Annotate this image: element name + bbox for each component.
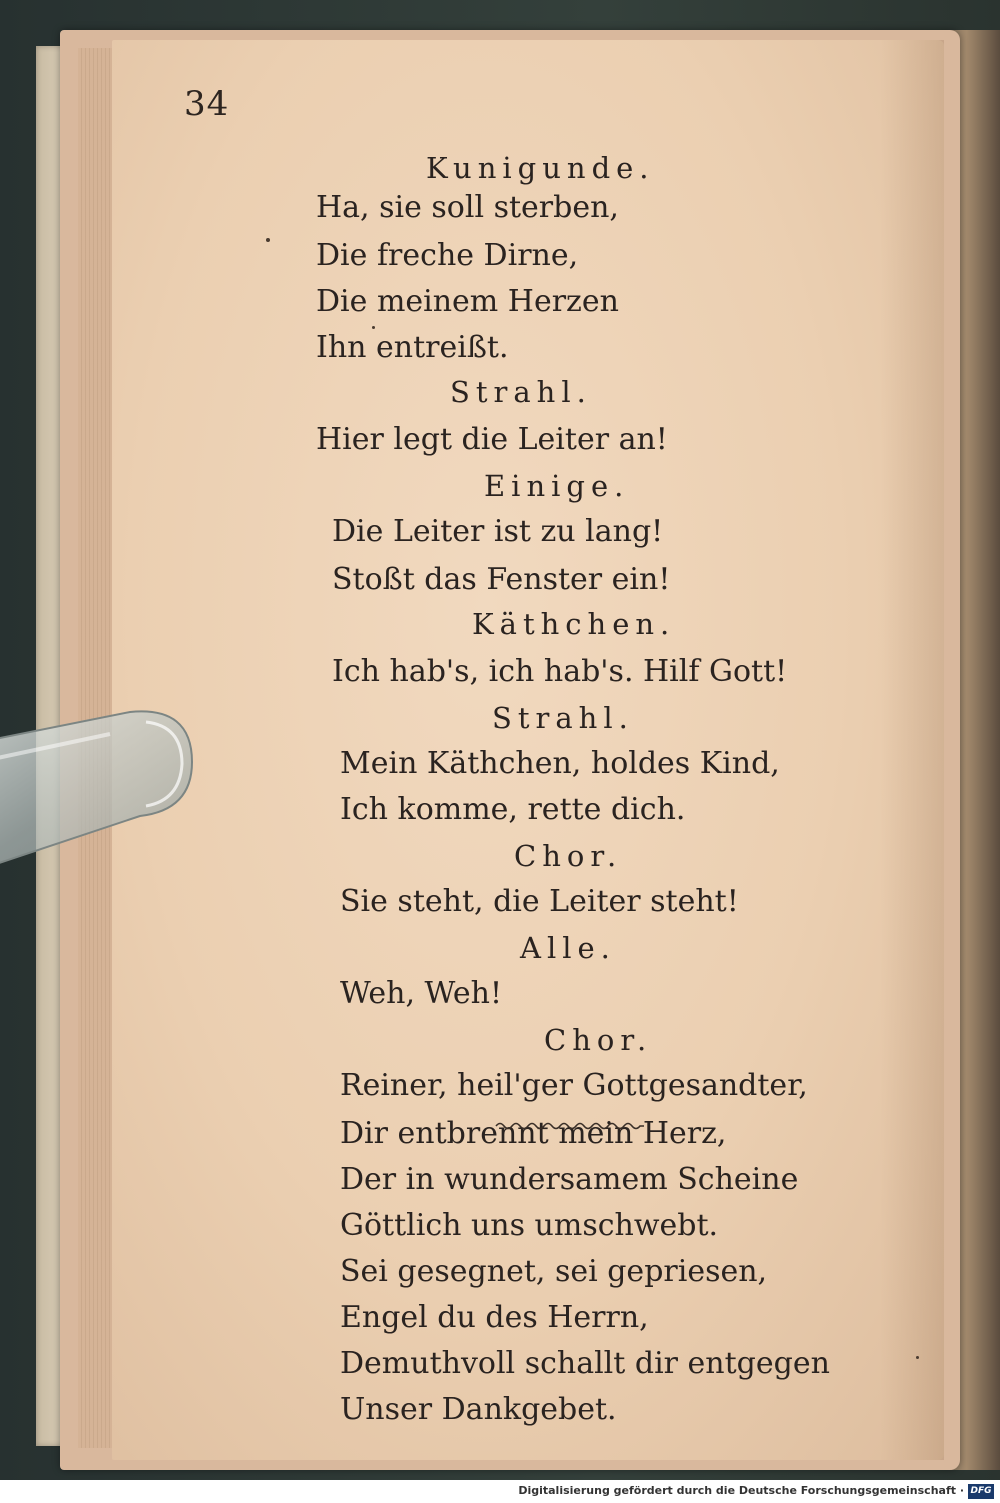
verse-line: Engel du des Herrn, [340,1300,649,1335]
verse-line: Demuthvoll schallt dir entgegen [340,1346,830,1381]
page-shadow-right [880,40,944,1460]
speaker-label: Strahl. [450,375,592,409]
verse-line: Mein Käthchen, holdes Kind, [340,746,780,781]
ornament-rule [494,1118,646,1134]
verse-line: Reiner, heil'ger Gottgesandter, [340,1068,808,1103]
footer-bar [0,1480,1000,1503]
speaker-label: Chor. [514,839,623,873]
verse-line: Hier legt die Leiter an! [316,422,668,457]
verse-line: Weh, Weh! [340,976,503,1011]
verse-line: Sie steht, die Leiter steht! [340,884,739,919]
speaker-label: Einige. [484,469,630,503]
ink-speck [266,238,270,242]
verse-line: Ich komme, rette dich. [340,792,686,827]
speaker-label: Chor. [544,1023,653,1057]
speaker-label: Alle. [520,931,616,965]
verse-line: Ich hab's, ich hab's. Hilf Gott! [332,654,788,689]
verse-line: Sei gesegnet, sei gepriesen, [340,1254,768,1289]
verse-line: Die meinem Herzen [316,284,619,319]
verse-line: Göttlich uns umschwebt. [340,1208,719,1243]
verse-line: Stoßt das Fenster ein! [332,562,671,597]
verse-line: Der in wundersamem Scheine [340,1162,799,1197]
ink-speck [916,1356,919,1359]
verse-line: Die Leiter ist zu lang! [332,514,664,549]
footer-credit: Digitalisierung gefördert durch die Deutsche Forschungsgemeinschaft · [518,1484,964,1497]
speaker-label: Strahl. [492,701,634,735]
page-holder-clip [0,706,196,916]
dfg-logo: DFG [968,1484,994,1499]
speaker-label: Kunigunde. [426,151,655,185]
verse-line: Ha, sie soll sterben, [316,190,619,225]
verse-line: Unser Dankgebet. [340,1392,617,1427]
speaker-label: Käthchen. [472,607,676,641]
verse-line: Die freche Dirne, [316,238,579,273]
verse-line: Ihn entreißt. [316,330,509,365]
page-number: 34 [184,84,230,124]
verse-line: Dir entbrennt mein Herz, [340,1116,727,1151]
